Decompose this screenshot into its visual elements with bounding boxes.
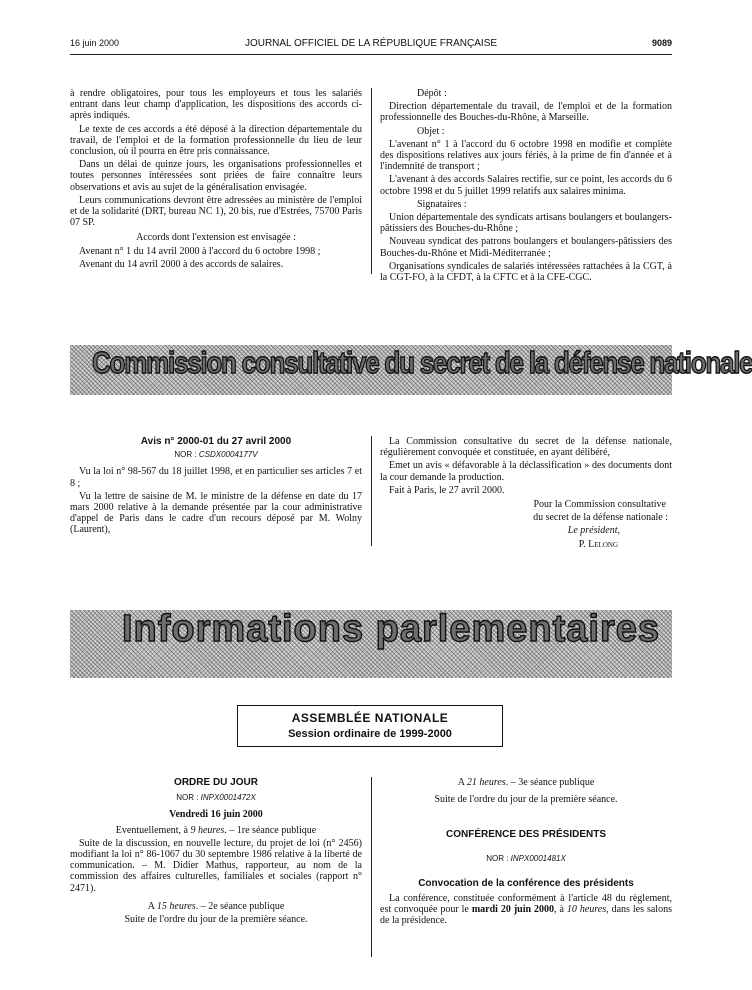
- avis-left-column: [70, 436, 362, 538]
- ordre-heading: ORDRE DU JOUR: [174, 777, 258, 788]
- conference-subheading: Convocation de la conférence des présidents: [418, 877, 634, 889]
- nor-code: CSDX0004177V: [198, 450, 258, 460]
- seance-line: A 15 heures. – 2e séance publique: [147, 900, 285, 912]
- paragraph: Suite de la discussion, en nouvelle lecture, du projet de loi (n° 2456) modifiant la loi n° 86-1067 du 30 septembre 1986 relative à la liberté de communication. – M. Didier Mathus, rapporteur, au nom de la commission des affaires culturelles, familiales et sociales (rapport n° 2471).: [70, 837, 362, 894]
- paragraph: Dans un délai de quinze jours, les organisations professionnelles et toutes personnes intéressées sont priées de faire connaître leurs observations et avis au sujet de la généralisation envisagée.: [70, 159, 362, 193]
- page-header: [70, 38, 672, 52]
- paragraph: Organisations syndicales de salariés intéressées rattachées à la CGT, à la CGT-FO, à la CFDT, à la CFTC et à la CFE-CGC.: [380, 260, 672, 284]
- header-date: 16 juin 2000: [70, 38, 120, 48]
- paragraph: La Commission consultative du secret de la défense nationale, régulièrement convoquée et constituée, en ayant délibéré,: [380, 436, 672, 459]
- assemblee-title-box: [237, 705, 503, 747]
- conference-column: [380, 777, 672, 929]
- banner-title: Informations parlementaires: [122, 608, 661, 650]
- label: Dépôt :: [417, 88, 447, 99]
- paragraph: Avenant n° 1 du 14 avril 2000 à l'accord du 6 octobre 1998 ;: [79, 245, 321, 257]
- journal-title: JOURNAL OFFICIEL DE LA RÉPUBLIQUE FRANÇAISE: [244, 38, 498, 49]
- paragraph: L'avenant à des accords Salaires rectifie, sur ce point, les accords du 6 octobre 1998 et du 5 juillet 1999 relatifs aux salaires minima.: [380, 174, 672, 197]
- paragraph: Accords dont l'extension est envisagée :: [136, 232, 296, 244]
- ordre-du-jour-column: [70, 777, 362, 927]
- signature-line: du secret de la défense nationale :: [533, 512, 668, 524]
- nor-reference: [380, 853, 672, 864]
- seance-line: Eventuellement, à 9 heures. – 1re séance publique: [115, 824, 317, 836]
- paragraph: Suite de l'ordre du jour de la première séance.: [434, 794, 618, 806]
- column-divider: [371, 777, 372, 957]
- paragraph: Avenant du 14 avril 2000 à des accords de salaires.: [79, 258, 284, 270]
- paragraph: Nouveau syndicat des patrons boulangers et boulangers-pâtissiers des Bouches-du-Rhône et Midi-Méditerranée ;: [380, 236, 672, 259]
- column-divider: [371, 88, 372, 274]
- assemblee-subtitle: Session ordinaire de 1999-2000: [288, 728, 452, 740]
- seance-line: A 21 heures. – 3e séance publique: [457, 777, 595, 788]
- paragraph: Fait à Paris, le 27 avril 2000.: [389, 484, 505, 496]
- paragraph: Vu la lettre de saisine de M. le ministre de la défense en date du 17 mars 2000 relative à la demande présentée par la cour administrative d'appel de Paris dans le cadre d'un recours déposé par M. Wolny (Laurent),: [70, 490, 362, 536]
- paragraph: à rendre obligatoires, pour tous les employeurs et tous les salariés entrant dans leur champ d'application, les dispositions des accords ci-après indiqués.: [70, 88, 362, 122]
- signature-name: P. Lelong: [578, 538, 618, 550]
- nor-label: NOR :: [174, 450, 197, 460]
- paragraph: L'avenant n° 1 à l'accord du 6 octobre 1998 en modifie et complète des dispositions relatives aux jours fériés, à la prime de fin d'année et à l'indemnité de transport ;: [380, 138, 672, 173]
- section-banner-commission: [70, 345, 752, 395]
- paragraph: Le texte de ces accords a été déposé à la direction départementale du travail, de l'emploi et de la formation professionnelle du lieu de leur conclusion, où il pourra en être pris connaissance.: [70, 123, 362, 158]
- section-banner-informations: [70, 610, 672, 678]
- banner-title: Commission consultative du secret de la défense nationale: [92, 345, 752, 380]
- assemblee-title: ASSEMBLÉE NATIONALE: [291, 711, 449, 725]
- nor-reference: [70, 449, 362, 460]
- nor-reference: [70, 792, 362, 803]
- paragraph: Emet un avis « défavorable à la déclassification » des documents dont la cour demande la production.: [380, 460, 672, 483]
- signature-title: Le président,: [567, 525, 620, 537]
- label: Signataires :: [417, 198, 467, 210]
- top-right-column: [380, 88, 672, 285]
- nor-label: NOR :: [176, 793, 199, 803]
- signature-line: Pour la Commission consultative: [533, 499, 666, 511]
- paragraph: Leurs communications devront être adressées au ministère de l'emploi et de la solidarité (DRT, bureau NC 1), 20 bis, rue d'Estrées, 75700 Paris 07 SP.: [70, 194, 362, 229]
- page-number: 9089: [651, 38, 672, 48]
- header-rule: [70, 54, 672, 55]
- session-date: Vendredi 16 juin 2000: [169, 809, 263, 821]
- paragraph: Suite de l'ordre du jour de la première séance.: [124, 914, 308, 926]
- avis-title: Avis n° 2000-01 du 27 avril 2000: [140, 436, 292, 447]
- nor-label: NOR :: [486, 853, 509, 863]
- conference-heading: CONFÉRENCE DES PRÉSIDENTS: [445, 829, 607, 841]
- paragraph: Union départementale des syndicats artisans boulangers et boulangers-pâtissiers des Bouches-du-Rhône ;: [380, 212, 672, 235]
- nor-code: INPX0001481X: [510, 853, 566, 863]
- avis-right-column: [380, 436, 672, 552]
- paragraph: Vu la loi n° 98-567 du 18 juillet 1998, et en particulier ses articles 7 et 8 ;: [70, 466, 362, 489]
- paragraph: La conférence, constituée conformément à l'article 48 du règlement, est convoquée pour le mardi 20 juin 2000, à 10 heures, dans les salons de la présidence.: [380, 893, 672, 927]
- column-divider: [371, 436, 372, 546]
- nor-code: INPX0001472X: [200, 793, 256, 803]
- paragraph: Direction départementale du travail, de l'emploi et de la formation professionnelle des Bouches-du-Rhône, à Marseille.: [380, 101, 672, 124]
- label: Objet :: [417, 125, 445, 137]
- top-left-column: [70, 88, 362, 272]
